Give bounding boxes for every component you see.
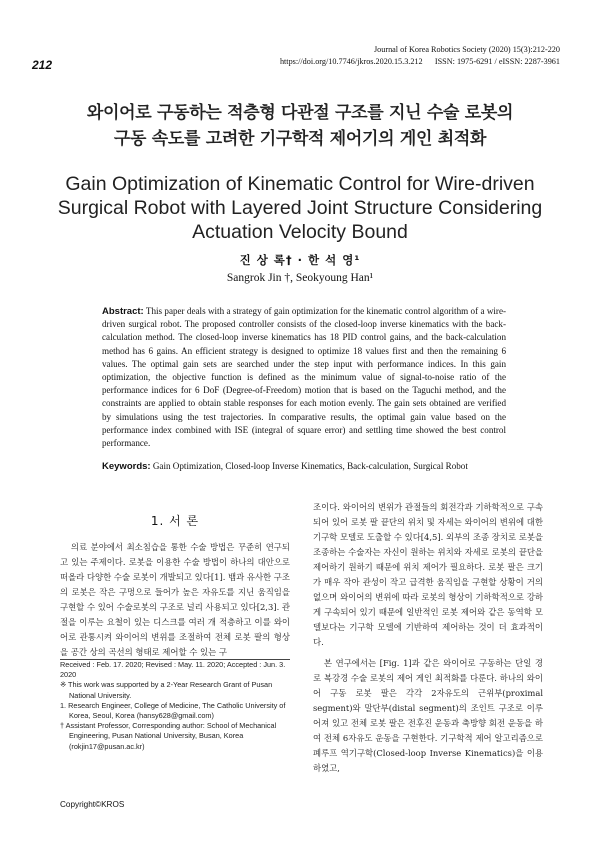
keywords — [102, 461, 522, 472]
keywords-text: Gain Optimization, Closed-loop Inverse Kinematics, Back-calculation, Surgical Robot — [152, 461, 468, 471]
keywords-label: Keywords: — [102, 461, 151, 472]
author-1-note: 1. Research Engineer, College of Medicine, The Catholic University of Korea, Seoul, Korea (hansy628@gmail.com) — [60, 700, 286, 721]
abstract-text: This paper deals with a strategy of gain optimization for the kinematic control algorithm of a wire-driven surgical robot. The proposed controller consists of the closed-loop inverse kinematics with the back-calculation method. The closed-loop inverse kinematics has 18 PID control gains, and the back-calculation method has 6 gains. An efficient strategy is designed to optimize 18 values first and then the remaining 6 values. The optimal gain sets are searched under the step input with performance indices. In this gain optimization, the objective function is defined as the minimum value of signal-to-noise ratio of the performance indices for 6 DoF (Degree-of-Freedom) motion that is based on the Taguchi method, and the constraints are applied to obtain stable responses for each motion evenly. The gain sets obtained are verified by simulations using the test trajectories. In comparative results, the optimal gain value based on the performance index combined with ISE (integral of square error) and settling time showed the best control performance. — [102, 306, 507, 449]
corresponding-author-note: † Assistant Professor, Corresponding author: School of Mechanical Engineering, Pusan National University, Busan, Korea (rokjin17@pusan.ac.kr) — [60, 721, 277, 751]
journal-header — [280, 44, 560, 68]
abstract-label: Abstract: — [102, 306, 144, 317]
korean-title — [0, 100, 600, 152]
right-column — [313, 500, 543, 776]
section-title: 1. 서 론 — [150, 514, 200, 528]
english-title-line-3: Actuation Velocity Bound — [192, 221, 408, 243]
journal-doi-issn: https://doi.org/10.7746/jkros.2020.15.3.212 ISSN: 1975-6291 / eISSN: 2287-3961 — [279, 57, 560, 66]
left-column — [60, 540, 290, 660]
intro-paragraph: 의료 분야에서 최소침습을 통한 수술 방법은 꾸준히 연구되고 있는 주제이다. 로봇을 이용한 수술 방법이 하나의 대안으로 떠올라 다양한 수술 로봇이 개발되고 있다[1]. 뱀과 유사한 구조의 로봇은 작은 구멍으로 들어가 높은 자유도를 지닌 움직임을 구현할 수 있어 수술로봇의 구조로 널리 사용되고 있다[2,3]. 관절을 이루는 요철이 있는 디스크를 여러 개 적층하고 이를 와이어로 관통시켜 와이어의 변위를 조절하여 전체 로봇 팔의 형상을 공간 상의 곡선의 형태로 제어할 수 있는 구 — [60, 542, 290, 657]
korean-title-line-2: 구동 속도를 고려한 기구학적 제어기의 게인 최적화 — [113, 129, 487, 149]
korean-title-line-1: 와이어로 구동하는 적층형 다관절 구조를 지닌 수술 로봇의 — [86, 103, 514, 123]
page-number: 212 — [32, 58, 53, 72]
abstract — [102, 305, 506, 450]
funding-note: ※ This work was supported by a 2-Year Research Grant of Pusan National University. — [60, 680, 273, 700]
right-paragraph-1: 조이다. 와이어의 변위가 관절들의 회전각과 기하학적으로 구속되어 있어 로봇 팔 끝단의 위치 및 자세는 와이어의 변위에 대한 기구학 모델로 도출할 수 있다[4,5]. 외부의 조종 장치로 로봇을 조종하는 수술자는 자신이 원하는 위치와 자세로 로봇의 끝단을 제어하기 원하기 때문에 위치 제어가 필요하다. 로봇 팔은 크기가 매우 작아 관성이 작고 급격한 움직임을 구현할 상황이 거의 없으며 와이어의 변위에 따라 로봇의 형상이 기하학적으로 강하게 구속되어 있기 때문에 일반적인 로봇 제어와 같은 동역학 모델보다는 기구학 모델에 기반하여 제어하는 것이 더 효과적이다. — [313, 502, 543, 647]
copyright: Copyright©KROS — [60, 800, 125, 809]
english-title-line-2: Surgical Robot with Layered Joint Structure Considering — [57, 197, 543, 219]
english-title — [0, 172, 600, 244]
authors-korean: 진 상 록† · 한 석 영¹ — [239, 253, 361, 267]
received-dates: Received : Feb. 17. 2020; Revised : May. 11. 2020; Accepted : Jun. 3. 2020 — [60, 660, 286, 680]
authors-english: Sangrok Jin †, Seokyoung Han¹ — [226, 272, 374, 284]
footnotes — [60, 660, 292, 752]
journal-citation: Journal of Korea Robotics Society (2020) 15(3):212-220 — [373, 45, 560, 54]
right-paragraph-2: 본 연구에서는 [Fig. 1]과 같은 와이어로 구동하는 단일 경로 복강경 수술 로봇의 제어 게인 최적화를 다룬다. 하나의 와이어 구동 로봇 팔은 각각 2자유도의 근위부(proximal segment)와 말단부(distal segment)의 조인트 구조로 이루어져 있고 전체 로봇 팔은 전후진 운동과 축방향 회전 운동을 하여 전체 6자유도 운동을 구현한다. 기구학적 제어 알고리즘으로 폐루프 역기구학(Closed-loop Inverse Kinematics)을 이용하였고, — [313, 658, 543, 773]
english-title-line-1: Gain Optimization of Kinematic Control for Wire-driven — [65, 173, 535, 195]
